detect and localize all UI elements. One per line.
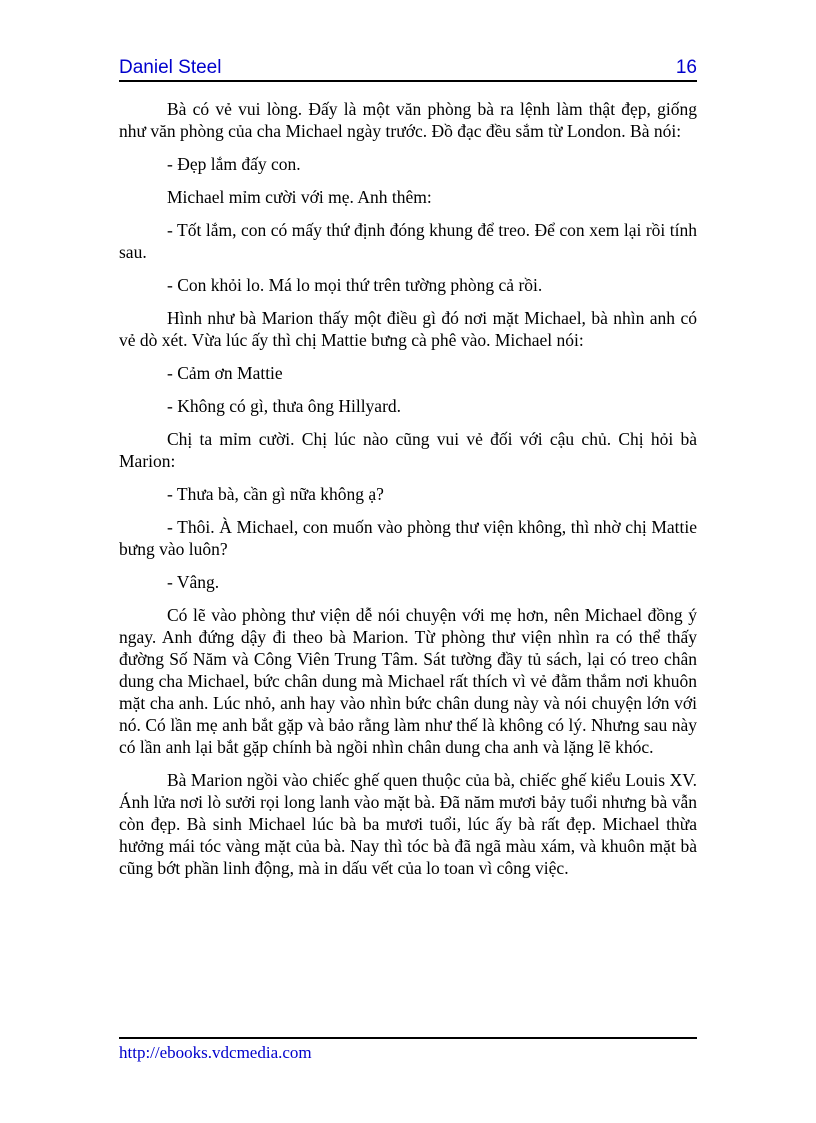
paragraph: Có lẽ vào phòng thư viện dễ nói chuyện với mẹ hơn, nên Michael đồng ý ngay. Anh đứng dậy đi theo bà Marion. Từ phòng thư viện nhìn ra có thể thấy đường Số Năm và Công Viên Trung Tâm. Sát tường đầy tủ sách, lại có treo chân dung cha Michael, bức chân dung mà Michael rất thích vì vẻ đằm thắm nơi khuôn mặt cha anh. Lúc nhỏ, anh hay vào nhìn bức chân dung này và nói chuyện lớn với nó. Có lần mẹ anh bắt gặp và bảo rằng làm như thế là không có lý. Nhưng sau này có lần anh lại bắt gặp chính bà ngồi nhìn chân dung cha anh và lặng lẽ khóc. [119,605,697,757]
paragraph: - Vâng. [167,572,220,592]
footer-url-link[interactable]: http://ebooks.vdcmedia.com [119,1043,312,1062]
body-text [119,98,697,890]
paragraph: Bà có vẻ vui lòng. Đấy là một văn phòng bà ra lệnh làm thật đẹp, giống như văn phòng của cha Michael ngày trước. Đồ đạc đều sắm từ London. Bà nói: [119,99,697,141]
paragraph: - Cảm ơn Mattie [167,363,283,383]
paragraph: - Thưa bà, cần gì nữa không ạ? [167,484,384,504]
paragraph: - Tốt lắm, con có mấy thứ định đóng khung để treo. Để con xem lại rồi tính sau. [119,220,697,262]
paragraph: - Đẹp lắm đấy con. [167,154,301,174]
author-name: Daniel Steel [119,57,222,78]
paragraph: Michael mỉm cười với mẹ. Anh thêm: [167,187,432,207]
paragraph: - Con khỏi lo. Má lo mọi thứ trên tường phòng cả rồi. [167,275,543,295]
paragraph: Hình như bà Marion thấy một điều gì đó nơi mặt Michael, bà nhìn anh có vẻ dò xét. Vừa lúc ấy thì chị Mattie bưng cà phê vào. Michael nói: [119,308,697,350]
paragraph: Bà Marion ngồi vào chiếc ghế quen thuộc của bà, chiếc ghế kiểu Louis XV. Ánh lửa nơi lò sưởi rọi long lanh vào mặt bà. Đã năm mươi bảy tuổi nhưng bà vẫn còn đẹp. Bà sinh Michael lúc bà ba mươi tuổi, lúc ấy bà rất đẹp. Michael thừa hưởng mái tóc vàng mặt của bà. Nay thì tóc bà đã ngã màu xám, và khuôn mặt bà cũng bớt phần linh động, mà in dấu vết của lo toan vì công việc. [119,770,697,878]
page-number: 16 [675,57,697,78]
footer-divider [119,1037,697,1039]
paragraph: Chị ta mỉm cười. Chị lúc nào cũng vui vẻ đối với cậu chủ. Chị hỏi bà Marion: [119,429,697,471]
page-header [119,58,697,82]
paragraph: - Không có gì, thưa ông Hillyard. [167,396,402,416]
paragraph: - Thôi. À Michael, con muốn vào phòng thư viện không, thì nhờ chị Mattie bưng vào luôn? [119,517,697,559]
